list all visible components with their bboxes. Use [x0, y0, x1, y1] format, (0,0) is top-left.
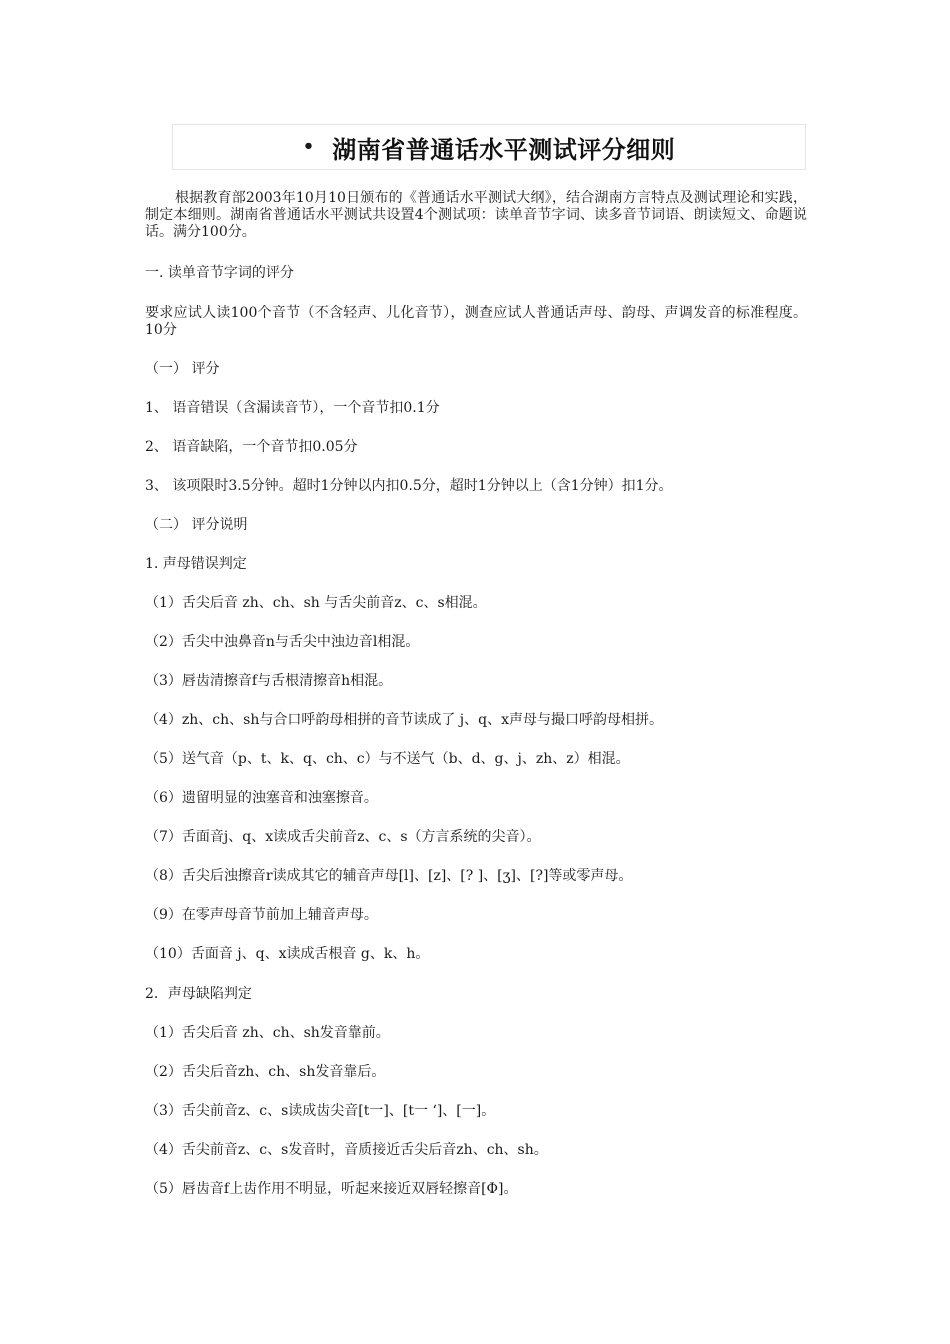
initial-error-item: （3）唇齿清擦音f与舌根清擦音h相混。: [145, 673, 393, 689]
initial-defect-heading: 2．声母缺陷判定: [145, 986, 252, 1002]
initial-defect-item: （3）舌尖前音z、c、s读成齿尖音[t一]、[t一 ‘]、[一]。: [145, 1103, 496, 1119]
initial-error-heading: 1. 声母错误判定: [145, 556, 247, 572]
intro-paragraph: 根据教育部2003年10月10日颁布的《普通话水平测试大纲》，结合湖南方言特点及测试理论和实践，制定本细则。湖南省普通话水平测试共设置4个测试项：读单音节字词、读多音节词语、朗读短文、命题说话。满分100分。: [145, 190, 807, 240]
scoring-rule-3: 3、 该项限时3.5分钟。超时1分钟以内扣0.5分，超时1分钟以上（含1分钟）扣1分。: [145, 478, 673, 494]
initial-error-item: （2）舌尖中浊鼻音n与舌尖中浊边音l相混。: [145, 634, 420, 650]
document-title-box: [172, 124, 806, 170]
subsection-explanation: （二） 评分说明: [145, 517, 248, 533]
initial-error-item: （9）在零声母音节前加上辅音声母。: [145, 907, 378, 923]
initial-defect-item: （5）唇齿音f上齿作用不明显，听起来接近双唇轻擦音[Φ]。: [145, 1181, 518, 1197]
initial-error-item: （8）舌尖后浊擦音r读成其它的辅音声母[l]、[z]、[? ]、[ʒ]、[?]等或零声母。: [145, 868, 633, 884]
initial-error-item: （5）送气音（p、t、k、q、ch、c）与不送气（b、d、g、j、zh、z）相混。: [145, 751, 630, 767]
document-title: 湖南省普通话水平测试评分细则: [332, 135, 676, 164]
scoring-rule-2: 2、 语音缺陷，一个音节扣0.05分: [145, 439, 358, 455]
initial-error-item: （10）舌面音 j、q、x读成舌根音 g、k、h。: [145, 946, 430, 962]
initial-defect-item: （1）舌尖后音 zh、ch、sh发音靠前。: [145, 1025, 390, 1041]
initial-error-item: （6）遗留明显的浊塞音和浊塞擦音。: [145, 790, 378, 806]
bullet-icon: •: [302, 136, 315, 157]
section-requirement: 要求应试人读100个音节（不含轻声、儿化音节），测查应试人普通话声母、韵母、声调发音的标准程度。10分: [145, 305, 807, 338]
initial-error-item: （7）舌面音j、q、x读成舌尖前音z、c、s（方言系统的尖音）。: [145, 829, 541, 845]
initial-error-item: （1）舌尖后音 zh、ch、sh 与舌尖前音z、c、s相混。: [145, 595, 487, 611]
subsection-scoring: （一） 评分: [145, 361, 220, 377]
initial-defect-item: （4）舌尖前音z、c、s发音时，音质接近舌尖后音zh、ch、sh。: [145, 1142, 548, 1158]
initial-defect-item: （2）舌尖后音zh、ch、sh发音靠后。: [145, 1064, 386, 1080]
initial-error-item: （4）zh、ch、sh与合口呼韵母相拼的音节读成了 j、q、x声母与撮口呼韵母相拼。: [145, 712, 664, 728]
scoring-rule-1: 1、 语音错误（含漏读音节），一个音节扣0.1分: [145, 400, 440, 416]
section-heading-1: 一. 读单音节字词的评分: [145, 265, 294, 281]
